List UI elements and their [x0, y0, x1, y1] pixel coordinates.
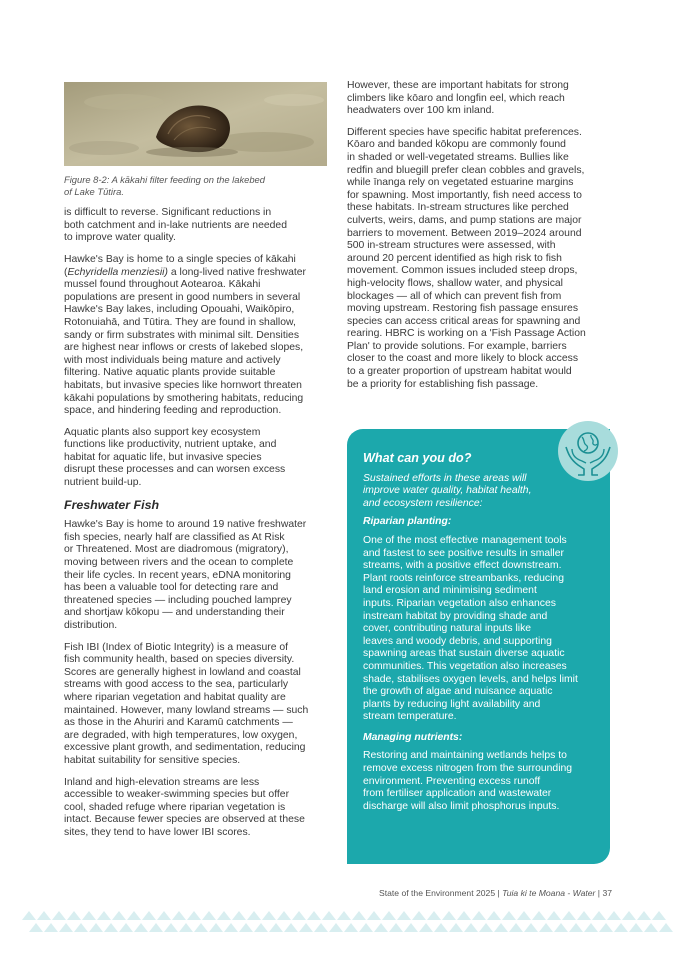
pattern-triangle	[509, 923, 523, 932]
pattern-triangle	[539, 923, 553, 932]
pattern-triangle	[577, 911, 591, 920]
paragraph-fish-ibi: Fish IBI (Index of Biotic Integrity) is a measure of fish community health, based on species diversity. Scores are generally highest in lowland and coastal streams with good access to the sea, particularly where riparian vegetation and habitat quality are maintained. However, many lowland streams — such as those in the Ahuriri and Karamū catchments — are degraded, with high temperatures, low oxygen, excessive plant growth, and sedimentation, reducing habitat suitability for sensitive species.	[64, 641, 309, 766]
pattern-triangle	[112, 911, 126, 920]
pattern-triangle	[247, 911, 261, 920]
callout-content	[363, 452, 599, 821]
pattern-triangle	[292, 911, 306, 920]
freshwater-fish-heading: Freshwater Fish	[64, 497, 160, 512]
kakahi-photo	[64, 82, 327, 166]
pattern-triangle	[607, 911, 621, 920]
pattern-triangle	[239, 923, 253, 932]
pattern-triangle	[592, 911, 606, 920]
pattern-triangle	[599, 923, 613, 932]
pattern-triangle	[344, 923, 358, 932]
pattern-triangle	[322, 911, 336, 920]
decorative-pattern	[0, 908, 675, 934]
pattern-triangle	[517, 911, 531, 920]
riparian-planting-text: One of the most effective management tools and fastest to see positive results in smaller streams, with a positive effect downstream. Plant roots reinforce streambanks, reducing land erosion and minimising sediment inputs. Riparian vegetation also enhances instream habitat by providing shade and cover, contributing natural inputs like leaves and woody debris, and supporting spawning areas that sustain diverse aquatic communities. This vegetation also increases shade, stabilises oxygen levels, and helps limit the growth of algae and nuisance aquatic plants by reducing light availability and stream temperature.	[363, 534, 578, 723]
footer-section: Tuia ki te Moana - Water	[502, 888, 596, 898]
callout-intro: Sustained efforts in these areas will improve water quality, habitat health, and ecosystem resilience:	[363, 472, 532, 509]
pattern-triangle	[494, 923, 508, 932]
pattern-triangle	[614, 923, 628, 932]
pattern-triangle	[134, 923, 148, 932]
pattern-triangle	[329, 923, 343, 932]
pattern-triangle	[412, 911, 426, 920]
pattern-triangle	[554, 923, 568, 932]
pattern-triangle	[367, 911, 381, 920]
pattern-triangle	[299, 923, 313, 932]
pattern-triangle	[389, 923, 403, 932]
left-column	[64, 82, 330, 849]
managing-nutrients-text: Restoring and maintaining wetlands helps to remove excess nitrogen from the surrounding environment. Preventing excess runoff from fertiliser application and wastewater discharge will also limit phosphorus inputs.	[363, 750, 573, 812]
paragraph-water-quality: is difficult to reverse. Significant reductions in both catchment and in-lake nutrients are needed to improve water quality.	[64, 207, 287, 244]
pattern-triangle	[277, 911, 291, 920]
pattern-triangle	[202, 911, 216, 920]
paragraph-aquatic-plants: Aquatic plants also support key ecosystem functions like productivity, nutrient uptake, and habitat for aquatic life, but invasive species disrupt these processes and can worsen excess nutrient build-up.	[64, 426, 286, 489]
pattern-triangle	[254, 923, 268, 932]
pattern-triangle	[629, 923, 643, 932]
pattern-triangle	[562, 911, 576, 920]
pattern-triangle	[52, 911, 66, 920]
pattern-triangle	[659, 923, 673, 932]
pattern-triangle	[194, 923, 208, 932]
pattern-triangle	[404, 923, 418, 932]
pattern-triangle	[374, 923, 388, 932]
pattern-triangle	[397, 911, 411, 920]
pattern-triangle	[67, 911, 81, 920]
hands-holding-earth-icon	[556, 419, 620, 483]
pattern-triangle	[262, 911, 276, 920]
pattern-triangle	[352, 911, 366, 920]
pattern-triangle	[337, 911, 351, 920]
paragraph-habitat-preferences: Different species have specific habitat preferences. Kōaro and banded kōkopu are commonly found in shaded or well-vegetated streams. Bullies like redfin and bluegill prefer clean cobbles and gravels, while īnanga rely on vegetated estuarine margins for spawning. Most importantly, fish need access to these habitats. In-stream structures like perched culverts, weirs, dams, and pump stations are major barriers to movement. Between 2019–2024 around 500 in-stream structures were assessed, with around 20 percent identified as high risk to fish movement. Common issues included steep drops, high-velocity flows, shallow water, and physical blockages — all of which can prevent fish from moving upstream. Restoring fish passage ensures species can access critical areas for spawning and rearing. HBRC is working on a 'Fish Passage Action Plan' to provide solutions. For example, barriers closer to the coast and more likely to block access to a greater proportion of upstream habitat would be a priority for establishing fish passage.	[347, 126, 586, 390]
pattern-triangle	[637, 911, 651, 920]
pattern-triangle	[547, 911, 561, 920]
pattern-triangle	[457, 911, 471, 920]
pattern-triangle	[187, 911, 201, 920]
pattern-triangle	[74, 923, 88, 932]
pattern-triangle	[164, 923, 178, 932]
pattern-triangle	[44, 923, 58, 932]
pattern-triangle	[307, 911, 321, 920]
pattern-triangle	[209, 923, 223, 932]
pattern-triangle	[502, 911, 516, 920]
footer-report-title: State of the Environment 2025	[379, 888, 496, 898]
pattern-triangle	[472, 911, 486, 920]
pattern-triangle	[172, 911, 186, 920]
species-name: Echyridella menziesii)	[67, 266, 168, 278]
paragraph-climbers: However, these are important habitats for strong climbers like kōaro and longfin eel, which reach headwaters over 100 km inland.	[347, 80, 569, 117]
pattern-triangle	[622, 911, 636, 920]
pattern-triangle	[157, 911, 171, 920]
callout-title: What can you do?	[363, 451, 472, 465]
pattern-triangle	[569, 923, 583, 932]
pattern-triangle	[487, 911, 501, 920]
pattern-triangle	[382, 911, 396, 920]
pattern-triangle	[449, 923, 463, 932]
riparian-planting-heading: Riparian planting:	[363, 516, 452, 528]
pattern-triangle	[584, 923, 598, 932]
managing-nutrients-heading: Managing nutrients:	[363, 731, 463, 743]
pattern-triangle	[179, 923, 193, 932]
pattern-triangle	[29, 923, 43, 932]
pattern-triangle	[149, 923, 163, 932]
pattern-triangle	[142, 911, 156, 920]
figure-caption: Figure 8-2: A kākahi filter feeding on the lakebed of Lake Tūtira.	[64, 174, 265, 197]
pattern-triangle	[524, 923, 538, 932]
paragraph-inland-streams: Inland and high-elevation streams are less accessible to weaker-swimming species but offer cool, shaded refuge where riparian vegetation is intact. Because fewer species are observed at these sites, they tend to have lower IBI scores.	[64, 776, 305, 838]
pattern-triangle	[82, 911, 96, 920]
pattern-triangle	[419, 923, 433, 932]
paragraph-kakahi: Hawke's Bay is home to a single species of kākahi (Echyridella menziesii) a long-lived native freshwater mussel found throughout Aotearoa. Kākahi populations are present in good numbers in several Hawke's Bay lakes, including Opouahi, Waikōpiro, Rotonuiahā, and Tūtira. They are found in shallow, sandy or firm substrates with minimal silt. Densities are highest near inflows or crests of lakebed slopes, with most individuals being mature and actively filtering. Native aquatic plants provide suitable habitats, but invasive species like hornwort threaten kākahi populations by smothering habitats, reducing space, and hindering feeding and reproduction.	[64, 253, 306, 417]
pattern-triangle	[37, 911, 51, 920]
pattern-triangle	[89, 923, 103, 932]
pattern-triangle	[59, 923, 73, 932]
pattern-triangle	[269, 923, 283, 932]
pattern-triangle	[314, 923, 328, 932]
page-number: 37	[602, 888, 612, 898]
pattern-triangle	[97, 911, 111, 920]
pattern-triangle	[119, 923, 133, 932]
what-can-you-do-box	[347, 429, 610, 864]
pattern-triangle	[359, 923, 373, 932]
pattern-triangle	[284, 923, 298, 932]
pattern-triangle	[22, 911, 36, 920]
pattern-triangle	[652, 911, 666, 920]
pattern-triangle	[104, 923, 118, 932]
pattern-triangle	[224, 923, 238, 932]
pattern-triangle	[434, 923, 448, 932]
pattern-triangle	[442, 911, 456, 920]
paragraph-native-fish: Hawke's Bay is home to around 19 native freshwater fish species, nearly half are classified as At Risk or Threatened. Most are diadromous (migratory), moving between rivers and the ocean to complete their life cycles. In recent years, eDNA monitoring has been a valuable tool for detecting rare and threatened species — including pouched lamprey and shortjaw kōkopu — and understanding their distribution.	[64, 519, 307, 631]
right-column	[347, 80, 610, 400]
pattern-triangle	[464, 923, 478, 932]
pattern-triangle	[427, 911, 441, 920]
pattern-triangle	[479, 923, 493, 932]
pattern-triangle	[127, 911, 141, 920]
pattern-triangle	[217, 911, 231, 920]
pattern-triangle	[532, 911, 546, 920]
pattern-triangle	[232, 911, 246, 920]
page-footer: State of the Environment 2025 | Tuia ki te Moana - Water | 37	[379, 888, 612, 898]
pattern-triangle	[644, 923, 658, 932]
